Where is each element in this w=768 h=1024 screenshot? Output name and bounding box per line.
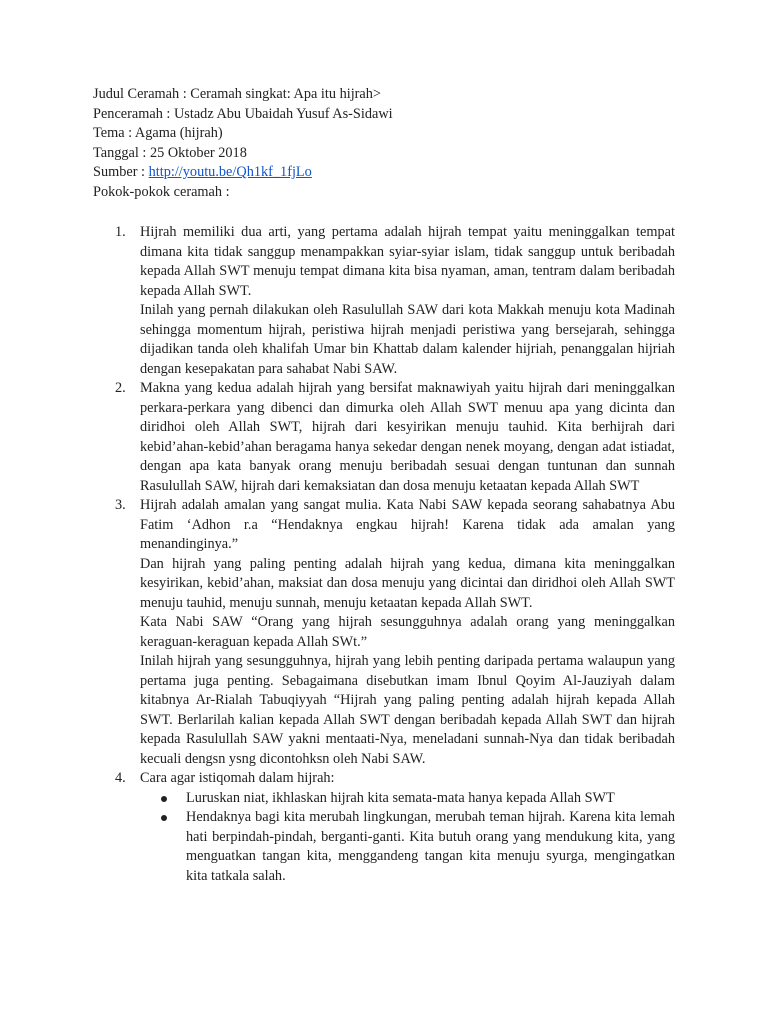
paragraph: Kata Nabi SAW “Orang yang hijrah sesungguhnya adalah orang yang meninggalkan keraguan-keraguan kepada Allah SWt.”	[140, 614, 675, 650]
judul-line: Judul Ceramah : Ceramah singkat: Apa itu hijrah>	[93, 86, 381, 102]
bullet-icon	[161, 796, 167, 802]
list-item-2	[93, 379, 675, 496]
bullet-text: Hendaknya bagi kita merubah lingkungan, merubah teman hijrah. Karena kita lemah hati berpindah-pindah, berganti-ganti. Kita butuh orang yang mendukung kita, yang menguatkan tangan kita, menggandeng tangan kita menuju syurga, mengingatkan kita tatkala salah.	[186, 809, 675, 884]
paragraph: Hijrah adalah amalan yang sangat mulia. Kata Nabi SAW kepada seorang sahabatnya Abu Fatim ‘Adhon r.a “Hendaknya engkau hijrah! Karena tidak ada amalan yang menandinginya.”	[140, 497, 675, 552]
document-header	[93, 85, 693, 202]
list-number: 2.	[115, 380, 126, 396]
bullet-icon	[161, 815, 167, 821]
tanggal-line: Tanggal : 25 Oktober 2018	[93, 144, 247, 161]
paragraph: Inilah hijrah yang sesungguhnya, hijrah yang lebih penting daripada pertama walaupun yang pertama juga penting. Sebagaimana disebutkan imam Ibnul Qoyim Al-Jauziyah dalam kitabnya Ar-Rialah Tabuqiyyah “Hijrah yang paling penting adalah hijrah kepada Allah SWT. Berlarilah kalian kepada Allah SWT dengan beribadah kepada Allah SWT dan hijrah kepada Rasulullah SAW yakni mentaati-Nya, meneladani sunnah-Nya dan tidak beribadah kecuali dengsn ysng dicontohksn oleh Nabi SAW.	[140, 653, 675, 767]
bullet-text: Luruskan niat, ikhlaskan hijrah kita semata-mata hanya kepada Allah SWT	[186, 789, 615, 806]
list-number: 3.	[115, 497, 126, 513]
pokok-line: Pokok-pokok ceramah :	[93, 183, 230, 200]
penceramah-line: Penceramah : Ustadz Abu Ubaidah Yusuf As-Sidawi	[93, 105, 393, 122]
tema-line: Tema : Agama (hijrah)	[93, 125, 223, 141]
paragraph: Dan hijrah yang paling penting adalah hijrah yang kedua, dimana kita meninggalkan kesyirikan, kebid’ahan, maksiat dan dosa menuju yang dicintai dan diridhoi oleh Allah SWT menuju tauhid, menuju sunnah, menuju ketaatan kepada Allah SWT.	[140, 555, 675, 611]
points-list	[93, 223, 675, 886]
sumber-line	[93, 163, 693, 183]
bullet-item	[140, 789, 675, 809]
list-number: 1.	[115, 224, 126, 240]
paragraph: Hijrah memiliki dua arti, yang pertama adalah hijrah tempat yaitu meninggalkan tempat dimana kita tidak sanggup menampakkan syiar-syiar islam, tidak sanggup untuk beribadah kepada Allah SWT menuju tempat dimana kita bisa nyaman, aman, tentram dalam beribadah kepada Allah SWT.	[140, 224, 675, 299]
list-number: 4.	[115, 770, 126, 786]
sumber-label: Sumber :	[93, 164, 149, 180]
list-item-3	[93, 496, 675, 769]
bullet-item	[140, 808, 675, 886]
sumber-link[interactable]: http://youtu.be/Qh1kf_1fjLo	[148, 164, 312, 180]
paragraph: Makna yang kedua adalah hijrah yang bersifat maknawiyah yaitu hijrah dari meninggalkan perkara-perkara yang dibenci dan dimurka oleh Allah SWT menuu apa yang dicinta dan diridhoi oleh Allah SWT, hijrah dari kesyirikan menuju tauhid. Kita berhijrah dari kebid’ahan-kebid’ahan beragama hanya sekedar dengan nenek moyang, dengan adat istiadat, dengan apa kata banyak orang menuju beribadah sesuai dengan tuntunan dan sunnah Rasulullah SAW, hijrah dari kemaksiatan dan dosa menuju ketaatan kepada Allah SWT	[140, 380, 675, 494]
list-item-4	[93, 769, 675, 886]
paragraph: Cara agar istiqomah dalam hijrah:	[140, 770, 335, 786]
list-item-1	[93, 223, 675, 379]
paragraph: Inilah yang pernah dilakukan oleh Rasulullah SAW dari kota Makkah menuju kota Madinah sehingga momentum hijrah, peristiwa hijrah menjadi peristiwa yang bersejarah, sehingga dijadikan tanda oleh khalifah Umar bin Khattab dalam kalender hijriah, penanggalan hijriah dengan kesepakatan para sahabat Nabi SAW.	[140, 302, 675, 377]
bullet-list	[140, 789, 675, 887]
